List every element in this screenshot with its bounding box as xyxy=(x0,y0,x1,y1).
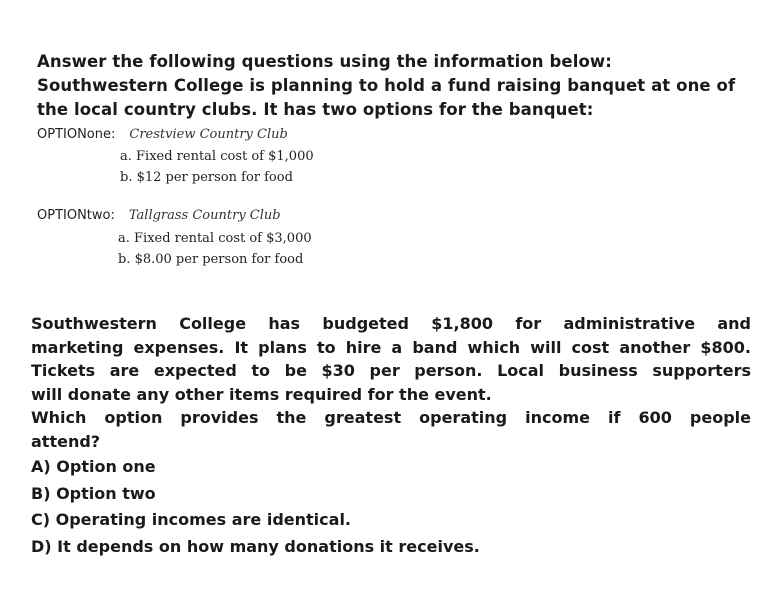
paragraph-line-1: Southwestern College has budgeted $1,800 for administrative and xyxy=(31,314,751,333)
scenario-paragraph xyxy=(31,312,751,453)
option-two-label: OPTIONtwo: xyxy=(37,208,115,223)
paragraph-line-2: marketing expenses. It plans to hire a band which will cost another $800. xyxy=(31,337,751,357)
option-two-club: Tallgrass Country Club xyxy=(128,208,281,223)
choice-d: D) It depends on how many donations it receives. xyxy=(31,536,480,556)
option-one-club: Crestview Country Club xyxy=(129,127,288,142)
option-one-label: OPTIONone: xyxy=(37,127,116,142)
option-one-item-b: b. $12 per person for food xyxy=(120,170,293,185)
answer-choices xyxy=(31,454,480,560)
option-two-item-b: b. $8.00 per person for food xyxy=(118,252,304,267)
option-one-item-a: a. Fixed rental cost of $1,000 xyxy=(120,149,314,164)
choice-b: B) Option two xyxy=(31,483,156,503)
option-two-item-a: a. Fixed rental cost of $3,000 xyxy=(118,231,312,246)
paragraph-line-4: will donate any other items required for the event. xyxy=(31,384,492,404)
choice-a: A) Option one xyxy=(31,457,156,476)
intro-line-1: Answer the following questions using the information below: xyxy=(37,52,612,71)
question-line-2: attend? xyxy=(31,431,101,451)
intro-line-2: Southwestern College is planning to hold a fund raising banquet at one of xyxy=(37,76,736,95)
option-one-header xyxy=(37,126,288,142)
choice-c: C) Operating incomes are identical. xyxy=(31,510,351,529)
question-line-1: Which option provides the greatest operating income if 600 people xyxy=(31,408,751,427)
intro-line-3: the local country clubs. It has two options for the banquet: xyxy=(37,100,594,119)
paragraph-line-3: Tickets are expected to be $30 per person. Local business supporters xyxy=(31,361,751,380)
option-two-header xyxy=(37,207,281,223)
intro-text xyxy=(37,50,767,122)
